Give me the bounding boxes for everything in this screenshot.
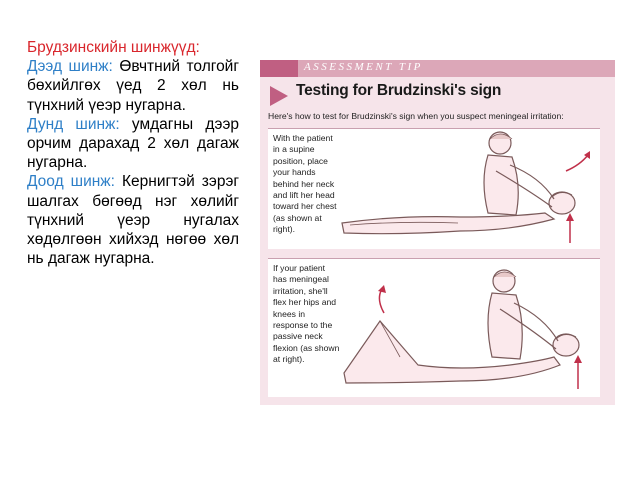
step-two-box <box>268 258 600 397</box>
middle-sign-text: умдагны дээр орчим дарахад 2 хөл дагаж нугарна. <box>27 115 240 172</box>
panel-intro: Here's how to test for Brudzinski's sign when you suspect meningeal irritation: <box>268 111 564 121</box>
upper-sign-text: Өвчтний толгойг бөхийлгөх үед 2 хөл нь түнхний үеэр нугарна. <box>27 58 239 114</box>
neck-flexion-illustration <box>340 261 598 395</box>
assessment-tip-panel <box>260 60 615 405</box>
middle-sign-label: Дунд шинж: <box>27 115 120 133</box>
lower-sign-label: Доод шинж: <box>27 173 115 191</box>
middle-sign-paragraph <box>27 115 239 173</box>
chevron-right-icon <box>268 84 290 108</box>
upper-sign-paragraph <box>27 57 239 115</box>
lower-sign-paragraph <box>27 172 239 268</box>
upper-sign-label: Дээд шинж: <box>27 58 113 76</box>
head-lift-illustration <box>340 131 598 247</box>
panel-title: Testing for Brudzinski's sign <box>296 82 502 99</box>
step-two-caption: If your patient has meningeal irritation, she'll flex her hips and knees in response to the passive neck flexion (as shown at right). <box>273 263 340 365</box>
section-title: Брудзинскийн шинжүүд: <box>27 39 200 56</box>
step-one-box <box>268 128 600 249</box>
tip-label: ASSESSMENT TIP <box>304 61 423 73</box>
left-text-block <box>27 38 239 268</box>
lower-sign-text: Кернигтэй зэрэг шалгах бөгөөд нэг хөлийг түнхний үеэр нугалах хөдөлгөөн хийхэд нөгөө хөл нь дагаж нугарна. <box>27 173 240 268</box>
step-one-caption: With the patient in a supine position, place your hands behind her neck and lift her head toward her chest (as shown at right). <box>273 133 337 235</box>
tip-header-bar <box>260 60 615 77</box>
